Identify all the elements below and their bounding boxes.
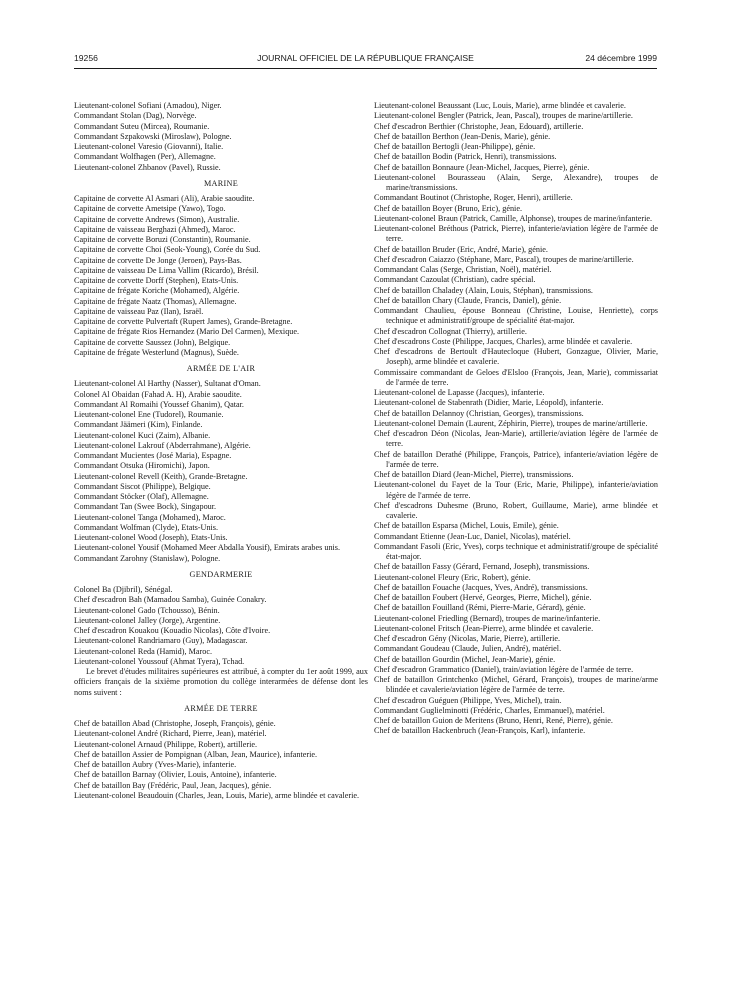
section-title-marine: MARINE [203, 178, 239, 188]
marine-list [74, 194, 368, 358]
left-column [74, 101, 368, 801]
officer-entry: Chef de bataillon Bruder (Eric, André, Marie), génie. [374, 244, 548, 254]
foreign-officers-list [74, 101, 368, 173]
officer-entry: Capitaine de corvette Ametsipe (Yawo), Togo. [74, 204, 226, 214]
officer-entry: Commandant Jäämeri (Kim), Finlande. [74, 420, 203, 430]
page-number: 19256 [74, 53, 98, 63]
officer-entry: Commandant Suteu (Mircea), Roumanie. [74, 121, 210, 131]
page-header [74, 53, 657, 67]
officer-entry: Commandant Otsuka (Hiromichi), Japon. [74, 461, 210, 471]
officer-entry: Chef d'escadron Berthier (Christophe, Jean, Edouard), artillerie. [374, 121, 584, 131]
officer-entry: Lieutenant-colonel Bréthous (Patrick, Pierre), infanterie/aviation légère de l'armée de terre. [374, 224, 658, 244]
officer-entry: Capitaine de corvette Saussez (John), Belgique. [74, 337, 231, 347]
officer-entry: Chef d'escadrons Duhesme (Bruno, Robert, Guillaume, Marie), arme blindée et cavalerie. [374, 500, 658, 520]
officer-entry: Lieutenant-colonel Reda (Hamid), Maroc. [74, 646, 212, 656]
officer-entry: Capitaine de corvette Pulvertaft (Rupert James), Grande-Bretagne. [74, 317, 293, 326]
officer-entry: Chef d'escadron Kouakou (Kouadio Nicolas), Côte d'Ivoire. [74, 626, 271, 635]
officer-entry: Lieutenant-colonel Bengler (Patrick, Jean, Pascal), troupes de marine/artillerie. [374, 111, 633, 121]
officer-entry: Chef d'escadron Collognat (Thierry), artillerie. [374, 326, 527, 336]
officer-entry: Commandant Zarohny (Stanislaw), Pologne. [74, 553, 221, 563]
officer-entry: Chef de bataillon Barnay (Olivier, Louis, Antoine), infanterie. [74, 770, 277, 780]
officer-entry: Capitaine de corvette Choi (Seok-Young), Corée du Sud. [74, 245, 261, 255]
officer-entry: Lieutenant-colonel Zhbanov (Pavel), Russie. [74, 162, 221, 172]
officer-entry: Lieutenant-colonel Yousif (Mohamed Meer Abdalla Yousif), Emirats arabes unis. [74, 543, 341, 553]
officer-entry: Chef de bataillon Assier de Pompignan (Alban, Jean, Maurice), infanterie. [74, 749, 318, 759]
officer-entry: Lieutenant-colonel Ene (Tudorel), Roumanie. [74, 410, 224, 419]
officer-entry: Commandant Wolfhagen (Per), Allemagne. [74, 152, 216, 162]
officer-entry: Chef de bataillon Derathé (Philippe, François, Patrice), infanterie/aviation légère de l'armée de terre. [374, 449, 658, 469]
officer-entry: Chef de bataillon Aubry (Yves-Marie), infanterie. [74, 760, 237, 769]
officer-entry: Chef de bataillon Bertogli (Jean-Philippe), génie. [374, 142, 536, 151]
officer-entry: Lieutenant-colonel Kuci (Zaim), Albanie. [74, 430, 211, 440]
officer-entry: Chef de bataillon Fassy (Gérard, Fernand, Joseph), transmissions. [374, 562, 590, 572]
officer-entry: Commandant Al Romaihi (Youssef Ghanim), Qatar. [74, 399, 244, 409]
army-list [74, 719, 368, 801]
officer-entry: Lieutenant-colonel Jalley (Jorge), Argentine. [74, 615, 221, 625]
officer-entry: Commandant Goudeau (Claude, Julien, André), matériel. [374, 644, 562, 654]
officer-entry: Chef d'escadrons Coste (Philippe, Jacques, Charles), arme blindée et cavalerie. [374, 336, 633, 346]
officer-entry: Commissaire commandant de Geloes d'Elsloo (François, Jean, Marie), commissariat de l'armée de terre. [374, 367, 658, 387]
officer-entry: Commandant Mucientes (José Maria), Espagne. [74, 451, 232, 460]
officer-entry: Lieutenant-colonel Sofiani (Amadou), Niger. [74, 101, 222, 110]
header-rule [74, 68, 657, 69]
officer-entry: Commandant Stöcker (Olaf), Allemagne. [74, 492, 209, 501]
officer-entry: Commandant Guglielminotti (Frédéric, Charles, Emmanuel), matériel. [374, 705, 605, 715]
officer-entry: Lieutenant-colonel Wood (Joseph), Etats-Unis. [74, 533, 228, 542]
officer-entry: Capitaine de corvette De Jonge (Jeroen), Pays-Bas. [74, 255, 242, 265]
officer-entry: Capitaine de frégate Rios Hernandez (Mario Del Carmen), Mexique. [74, 327, 300, 337]
officer-entry: Commandant Szpakowski (Miroslaw), Pologne. [74, 131, 232, 141]
officer-entry: Lieutenant-colonel Al Harthy (Nasser), Sultanat d'Oman. [74, 379, 261, 389]
officer-entry: Chef de bataillon Chaladey (Alain, Louis, Stéphan), transmissions. [374, 285, 593, 295]
section-title-terre: ARMÉE DE TERRE [184, 703, 258, 713]
officer-entry: Lieutenant-colonel Fritsch (Jean-Pierre), arme blindée et cavalerie. [374, 623, 594, 633]
officer-entry: Chef de bataillon Delannoy (Christian, Georges), transmissions. [374, 408, 584, 418]
officer-entry: Lieutenant-colonel Beaudouin (Charles, Jean, Louis, Marie), arme blindée et cavalerie. [74, 790, 360, 800]
officer-entry: Capitaine de vaisseau De Lima Vallim (Ricardo), Brésil. [74, 265, 259, 275]
officer-entry: Capitaine de corvette Dorff (Stephen), Etats-Unis. [74, 276, 239, 285]
officer-entry: Colonel Al Obaidan (Fahad A. H), Arabie saoudite. [74, 389, 242, 399]
officer-entry: Commandant Cazoulat (Christian), cadre spécial. [374, 275, 536, 285]
officer-entry: Chef de bataillon Foubert (Hervé, Georges, Pierre, Michel), génie. [374, 593, 592, 602]
army-list-continued [374, 101, 658, 737]
officer-entry: Commandant Stolan (Dag), Norvège. [74, 111, 197, 121]
officer-entry: Chef de bataillon Gourdin (Michel, Jean-Marie), génie. [374, 654, 556, 664]
officer-entry: Chef de bataillon Bodin (Patrick, Henri), transmissions. [374, 152, 557, 162]
officer-entry: Chef d'escadron Déon (Nicolas, Jean-Marie), artillerie/aviation légère de l'armée de terre. [374, 429, 658, 449]
officer-entry: Chef de bataillon Bonnaure (Jean-Michel, Jacques, Pierre), génie. [374, 162, 590, 172]
officer-entry: Lieutenant-colonel Revell (Keith), Grande-Bretagne. [74, 471, 248, 481]
officer-entry: Commandant Wolfman (Clyde), Etats-Unis. [74, 522, 219, 532]
brevet-paragraph: Le brevet d'études militaires supérieures est attribué, à compter du 1er août 1999, aux officiers français de la sixième promotion du collège interarmées de défense dont les noms suivent : [74, 667, 368, 697]
officer-entry: Commandant Siscot (Philippe), Belgique. [74, 481, 211, 491]
officer-entry: Lieutenant-colonel Arnaud (Philippe, Robert), artillerie. [74, 739, 258, 749]
officer-entry: Chef de bataillon Berthon (Jean-Denis, Marie), génie. [374, 131, 551, 141]
officer-entry: Lieutenant-colonel Varesio (Giovanni), Italie. [74, 142, 224, 151]
officer-entry: Commandant Etienne (Jean-Luc, Daniel, Nicolas), matériel. [374, 531, 571, 541]
air-force-list [74, 379, 368, 564]
gendarmerie-list [74, 585, 368, 667]
officer-entry: Commandant Chaulieu, épouse Bonneau (Christine, Louise, Henriette), corps technique et administratif/groupe de spécialité état-major. [374, 306, 658, 326]
officer-entry: Capitaine de vaisseau Berghazi (Ahmed), Maroc. [74, 224, 236, 234]
officer-entry: Chef d'escadron Grammatico (Daniel), train/aviation légère de l'armée de terre. [374, 664, 634, 674]
officer-entry: Capitaine de frégate Naatz (Thomas), Allemagne. [74, 296, 237, 306]
officer-entry: Lieutenant-colonel Fleury (Eric, Robert), génie. [374, 572, 531, 582]
officer-entry: Lieutenant-colonel du Fayet de la Tour (Eric, Marie, Philippe), infanterie/aviation légère de l'armée de terre. [374, 480, 658, 500]
officer-entry: Lieutenant-colonel André (Richard, Pierre, Jean), matériel. [74, 729, 267, 739]
officer-entry: Lieutenant-colonel Bourasseau (Alain, Serge, Alexandre), troupes de marine/transmissions. [374, 172, 658, 192]
officer-entry: Chef de bataillon Hackenbruch (Jean-François, Karl), infanterie. [374, 726, 586, 736]
officer-entry: Lieutenant-colonel Tanga (Mohamed), Maroc. [74, 512, 226, 522]
officer-entry: Commandant Fasoli (Eric, Yves), corps technique et administratif/groupe de spécialité état-major. [374, 541, 658, 561]
officer-entry: Chef de bataillon Diard (Jean-Michel, Pierre), transmissions. [374, 470, 574, 479]
officer-entry: Capitaine de corvette Al Asmari (Ali), Arabie saoudite. [74, 194, 255, 203]
officer-entry: Chef d'escadron Caiazzo (Stéphane, Marc, Pascal), troupes de marine/artillerie. [374, 254, 634, 264]
officer-entry: Lieutenant-colonel de Lapasse (Jacques), infanterie. [374, 388, 545, 397]
officer-entry: Chef d'escadron Gény (Nicolas, Marie, Pierre), artillerie. [374, 634, 561, 643]
officer-entry: Capitaine de corvette Andrews (Simon), Australie. [74, 214, 240, 224]
officer-entry: Lieutenant-colonel de Stabenrath (Didier, Marie, Léopold), infanterie. [374, 398, 604, 408]
officer-entry: Colonel Ba (Djibril), Sénégal. [74, 585, 173, 594]
officer-entry: Lieutenant-colonel Braun (Patrick, Camille, Alphonse), troupes de marine/infanterie. [374, 213, 653, 223]
officer-entry: Chef de bataillon Bay (Frédéric, Paul, Jean, Jacques), génie. [74, 780, 272, 790]
officer-entry: Chef de bataillon Abad (Christophe, Joseph, François), génie. [74, 719, 276, 728]
officer-entry: Lieutenant-colonel Friedling (Bernard), troupes de marine/infanterie. [374, 613, 601, 623]
officer-entry: Capitaine de vaisseau Paz (Ilan), Israël. [74, 306, 204, 316]
officer-entry: Lieutenant-colonel Beaussant (Luc, Louis, Marie), arme blindée et cavalerie. [374, 101, 626, 110]
officer-entry: Chef d'escadron Bah (Mamadou Samba), Guinée Conakry. [74, 595, 267, 605]
officer-entry: Commandant Calas (Serge, Christian, Noël), matériel. [374, 265, 552, 274]
officer-entry: Lieutenant-colonel Randriamaro (Guy), Madagascar. [74, 636, 248, 646]
officer-entry: Commandant Tan (Swee Bock), Singapour. [74, 502, 217, 512]
officer-entry: Capitaine de frégate Westerlund (Magnus), Suède. [74, 347, 239, 357]
officer-entry: Capitaine de corvette Boruzi (Constantin), Roumanie. [74, 235, 251, 244]
officer-entry: Commandant Boutinot (Christophe, Roger, Henri), artillerie. [374, 193, 573, 203]
officer-entry: Lieutenant-colonel Demain (Laurent, Zéphirin, Pierre), troupes de marine/artillerie. [374, 418, 648, 428]
officer-entry: Chef de bataillon Grintchenko (Michel, Gérard, François), troupes de marine/arme blindée et cavalerie/aviation légère de l'armée de terre. [374, 675, 658, 695]
right-column [374, 101, 658, 737]
issue-date: 24 décembre 1999 [585, 53, 657, 63]
officer-entry: Chef de bataillon Chary (Claude, Francis, Daniel), génie. [374, 295, 562, 305]
officer-entry: Chef d'escadrons de Bertoult d'Hautecloque (Hubert, Gonzague, Olivier, Marie, Joseph), arme blindée et cavalerie. [374, 347, 658, 367]
section-title-air: ARMÉE DE L'AIR [186, 364, 256, 373]
section-title-gendarmerie: GENDARMERIE [189, 569, 253, 579]
officer-entry: Chef de bataillon Boyer (Bruno, Eric), génie. [374, 203, 523, 213]
officer-entry: Lieutenant-colonel Gado (Tchousso), Bénin. [74, 605, 220, 615]
officer-entry: Lieutenant-colonel Youssouf (Ahmat Tyera), Tchad. [74, 656, 245, 666]
officer-entry: Chef de bataillon Esparsa (Michel, Louis, Emile), génie. [374, 521, 559, 531]
officer-entry: Capitaine de frégate Koriche (Mohamed), Algérie. [74, 286, 240, 296]
officer-entry: Chef de bataillon Guion de Meritens (Bruno, Henri, René, Pierre), génie. [374, 716, 613, 725]
journal-title: JOURNAL OFFICIEL DE LA RÉPUBLIQUE FRANÇAISE [257, 53, 474, 63]
officer-entry: Chef de bataillon Fouache (Jacques, Yves, André), transmissions. [374, 582, 588, 592]
officer-entry: Chef de bataillon Fouilland (Rémi, Pierre-Marie, Gérard), génie. [374, 603, 586, 613]
officer-entry: Chef d'escadron Guéguen (Philippe, Yves, Michel), train. [374, 695, 562, 705]
officer-entry: Lieutenant-colonel Lakrouf (Abderrahmane), Algérie. [74, 440, 251, 450]
